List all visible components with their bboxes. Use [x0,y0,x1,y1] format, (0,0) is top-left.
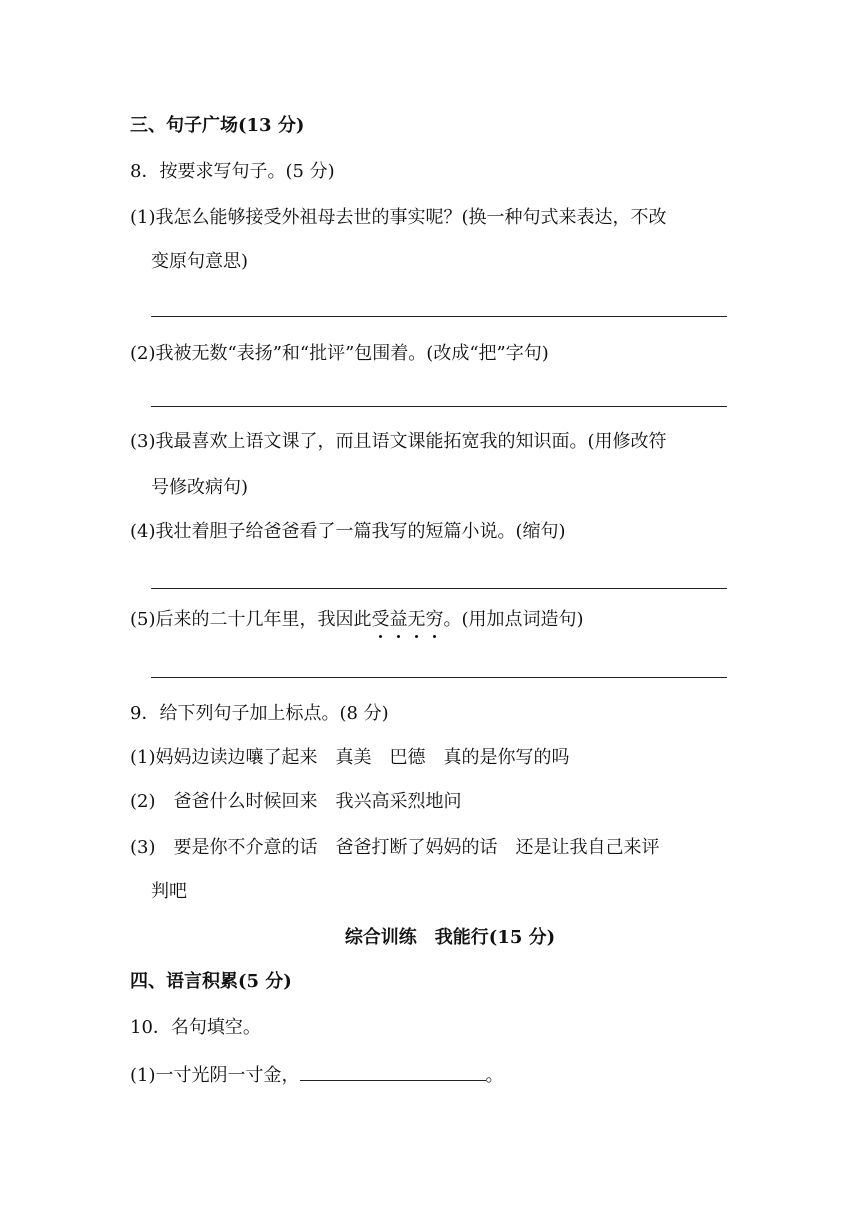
question-8-item-5-prefix: (5)后来的二十几年里，我因此 [130,609,372,630]
question-10-item-1 [130,1062,504,1088]
dotted-char: 穷 [425,609,444,630]
question-8-item-5-suffix: 。(用加点词造句) [443,609,584,630]
section-4-heading: 四、语言积累(5 分) [130,971,292,992]
answer-line-8-5[interactable] [151,677,727,678]
training-heading: 综合训练 我能行(15 分) [344,927,556,948]
question-10-title: 10．名句填空。 [130,1017,261,1038]
question-8-item-5 [130,608,584,632]
section-3-heading: 三、句子广场(13 分) [130,115,305,136]
question-10-item-1-prefix: (1)一寸光阴一寸金， [130,1065,300,1086]
question-9-title: 9．给下列句子加上标点。(8 分) [130,703,389,724]
question-9-item-1: (1)妈妈边读边嚷了起来 真美 巴德 真的是你写的吗 [130,747,570,768]
question-8-item-1-line-1: (1)我怎么能够接受外祖母去世的事实呢？(换一种句式来表达，不改 [130,207,667,228]
question-10-item-1-suffix: 。 [485,1065,504,1086]
dotted-char: 益 [389,609,408,630]
answer-line-8-4[interactable] [151,588,727,589]
dotted-char: 受 [371,609,390,630]
question-8-title: 8．按要求写句子。(5 分) [130,161,335,182]
question-9-item-3-line-2: 判吧 [151,881,187,902]
question-8-item-2: (2)我被无数“表扬”和“批评”包围着。(改成“把”字句) [130,343,549,364]
fill-blank[interactable] [300,1062,486,1081]
dotted-char: 无 [407,609,426,630]
answer-line-8-2[interactable] [151,406,727,407]
question-8-item-1-line-2: 变原句意思) [151,251,249,272]
question-8-item-3-line-1: (3)我最喜欢上语文课了，而且语文课能拓宽我的知识面。(用修改符 [130,431,667,452]
question-8-item-3-line-2: 号修改病句) [151,477,249,498]
question-9-item-2: (2) 爸爸什么时候回来 我兴高采烈地问 [130,791,462,812]
question-8-item-4: (4)我壮着胆子给爸爸看了一篇我写的短篇小说。(缩句) [130,521,566,542]
question-9-item-3-line-1: (3) 要是你不介意的话 爸爸打断了妈妈的话 还是让我自己来评 [130,837,660,858]
answer-line-8-1[interactable] [151,316,727,317]
